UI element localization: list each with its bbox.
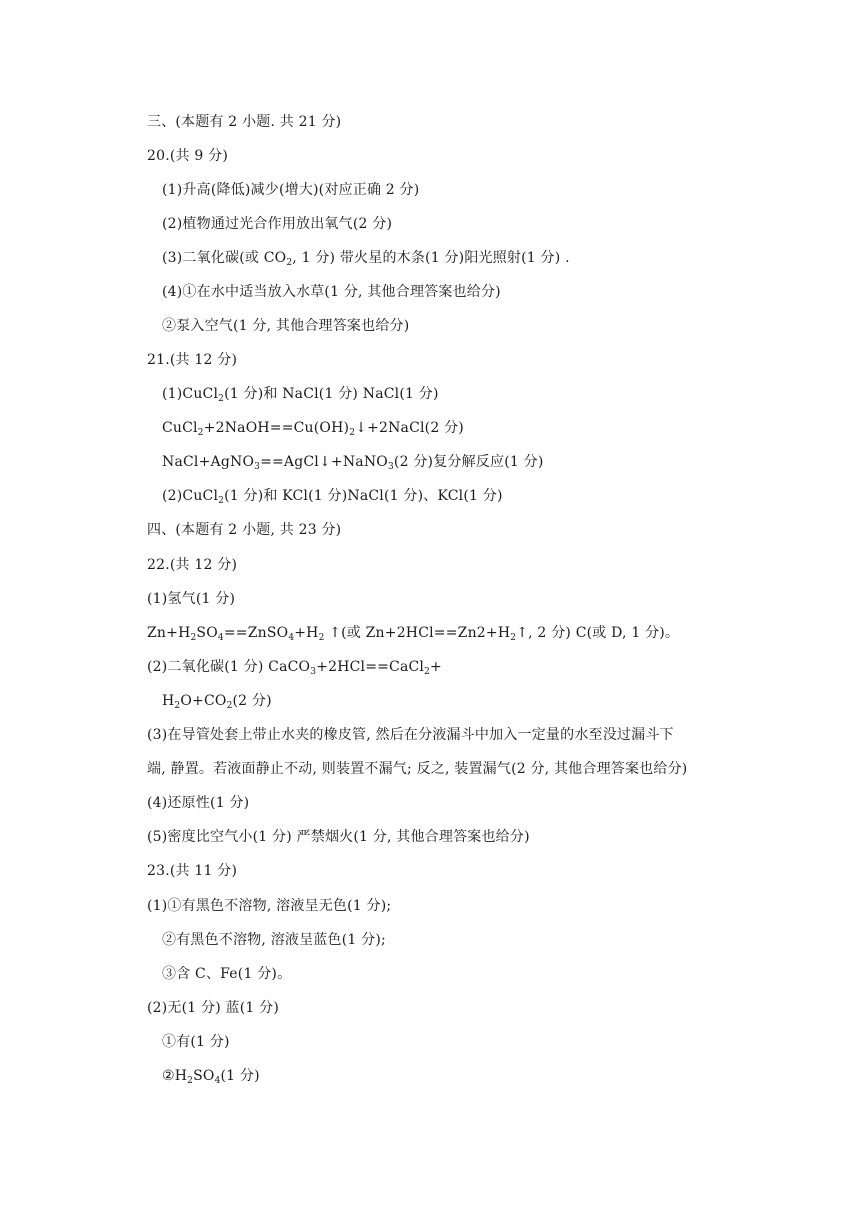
- text-line-q22-4: [147, 793, 249, 813]
- text-run: (1 分)和 KCl(1 分)NaCl(1 分)、KCl(1 分): [224, 488, 503, 504]
- text-run: Zn+H: [147, 625, 191, 641]
- text-run: ②有黑色不溶物, 溶液呈蓝色(1 分);: [162, 932, 386, 948]
- text-run: NaCl+AgNO: [162, 454, 255, 470]
- text-line-q23-1c: [162, 964, 291, 984]
- text-run: , 1 分) 带火星的木条(1 分)阳光照射(1 分) .: [292, 250, 570, 266]
- text-run: ↑, 2 分) C(或 D, 1 分)。: [516, 625, 680, 641]
- text-run: (5)密度比空气小(1 分) 严禁烟火(1 分, 其他合理答案也给分): [147, 829, 530, 845]
- subscript: 4: [214, 1076, 221, 1086]
- text-line-q23-2: [147, 998, 279, 1018]
- text-line-q21-1a: [162, 384, 439, 404]
- text-run: (2)CuCl: [162, 488, 219, 504]
- text-run: 22.(共 12 分): [147, 557, 238, 573]
- subscript: 2: [190, 633, 197, 643]
- subscript: 2: [510, 633, 517, 643]
- text-run: 23.(共 11 分): [147, 863, 238, 879]
- text-line-q22: [147, 555, 237, 575]
- text-run: (2 分)复分解反应(1 分): [393, 454, 544, 470]
- text-run: (1)升高(降低)减少(增大)(对应正确 2 分): [162, 182, 420, 198]
- text-run: (4)还原性(1 分): [147, 795, 250, 811]
- text-run: (1)CuCl: [162, 386, 219, 402]
- text-line-q20-1: [162, 180, 419, 200]
- text-run: ③含 C、Fe(1 分)。: [162, 966, 292, 982]
- subscript: 2: [187, 1076, 194, 1086]
- text-run: 三、(本题有 2 小题. 共 21 分): [147, 114, 342, 130]
- text-line-q22-1b: [147, 623, 679, 643]
- text-run: ①有(1 分): [162, 1034, 230, 1050]
- text-line-q23-2b: [162, 1066, 260, 1086]
- subscript: 2: [197, 428, 204, 438]
- text-line-q22-5: [147, 827, 530, 847]
- subscript: 4: [217, 633, 224, 643]
- text-run: (2)无(1 分) 蓝(1 分): [147, 1000, 280, 1016]
- text-run: (1 分)和 NaCl(1 分) NaCl(1 分): [224, 386, 439, 402]
- text-run: H: [162, 693, 175, 709]
- text-run: SO: [196, 625, 218, 641]
- text-run: (2)植物通过光合作用放出氧气(2 分): [162, 216, 393, 232]
- text-run: (3)二氧化碳(或 CO: [162, 250, 287, 266]
- subscript: 2: [349, 428, 356, 438]
- text-run: (1 分): [220, 1068, 260, 1084]
- subscript: 3: [310, 667, 317, 677]
- text-run: (2)二氧化碳(1 分) CaCO: [147, 659, 311, 675]
- text-line-q22-2a: [147, 657, 442, 677]
- text-run: +H: [294, 625, 319, 641]
- text-line-q21-1c: [162, 452, 543, 472]
- text-run: +2HCl==CaCl: [316, 659, 425, 675]
- text-line-q20-2: [162, 214, 392, 234]
- subscript: 2: [318, 633, 325, 643]
- text-run: (3)在导管处套上带止水夹的橡皮管, 然后在分液漏斗中加入一定量的水至没过漏斗下: [147, 727, 674, 743]
- text-line-sec4: [147, 520, 341, 540]
- subscript: 2: [174, 701, 181, 711]
- subscript: 2: [218, 496, 225, 506]
- text-run: ↑(或 Zn+2HCl==Zn2+H: [324, 625, 511, 641]
- subscript: 3: [387, 462, 394, 472]
- text-run: 四、(本题有 2 小题, 共 23 分): [147, 522, 342, 538]
- text-run: SO: [193, 1068, 215, 1084]
- text-run: CuCl: [162, 420, 198, 436]
- subscript: 2: [218, 394, 225, 404]
- text-run: (2 分): [232, 693, 272, 709]
- text-run: +2NaOH==Cu(OH): [203, 420, 350, 436]
- text-run: O+CO: [180, 693, 227, 709]
- text-run: ②H: [162, 1068, 188, 1084]
- text-run: (1)①有黑色不溶物, 溶液呈无色(1 分);: [147, 898, 392, 914]
- text-line-q23-1b: [162, 930, 386, 950]
- subscript: 3: [254, 462, 261, 472]
- text-run: 端, 静置。若液面静止不动, 则装置不漏气; 反之, 装置漏气(2 分, 其他合理答案也给分): [147, 761, 688, 777]
- text-line-q20-4b: [162, 316, 409, 336]
- text-run: ==AgCl↓+NaNO: [260, 454, 388, 470]
- text-line-q22-2b: [162, 691, 272, 711]
- text-run: 20.(共 9 分): [147, 148, 228, 164]
- text-line-q20: [147, 146, 228, 166]
- text-line-q20-3: [162, 248, 570, 268]
- text-run: (4)①在水中适当放入水草(1 分, 其他合理答案也给分): [162, 284, 501, 300]
- text-run: ②泵入空气(1 分, 其他合理答案也给分): [162, 318, 410, 334]
- text-run: 21.(共 12 分): [147, 352, 238, 368]
- text-run: (1)氢气(1 分): [147, 591, 236, 607]
- subscript: 2: [424, 667, 431, 677]
- text-line-q21: [147, 350, 237, 370]
- text-line-sec3: [147, 112, 341, 132]
- text-line-q23-2a: [162, 1032, 230, 1052]
- text-run: ↓+2NaCl(2 分): [355, 420, 464, 436]
- text-run: ==ZnSO: [223, 625, 289, 641]
- text-line-q23-1a: [147, 896, 391, 916]
- subscript: 4: [288, 633, 295, 643]
- subscript: 2: [286, 258, 293, 268]
- subscript: 2: [226, 701, 233, 711]
- text-line-q20-4a: [162, 282, 501, 302]
- text-line-q22-3a: [147, 725, 674, 745]
- text-line-q21-2: [162, 486, 503, 506]
- text-line-q22-3b: [147, 759, 687, 779]
- text-line-q23: [147, 861, 237, 881]
- text-line-q21-1b: [162, 418, 464, 438]
- text-line-q22-1: [147, 589, 235, 609]
- text-run: +: [430, 659, 442, 675]
